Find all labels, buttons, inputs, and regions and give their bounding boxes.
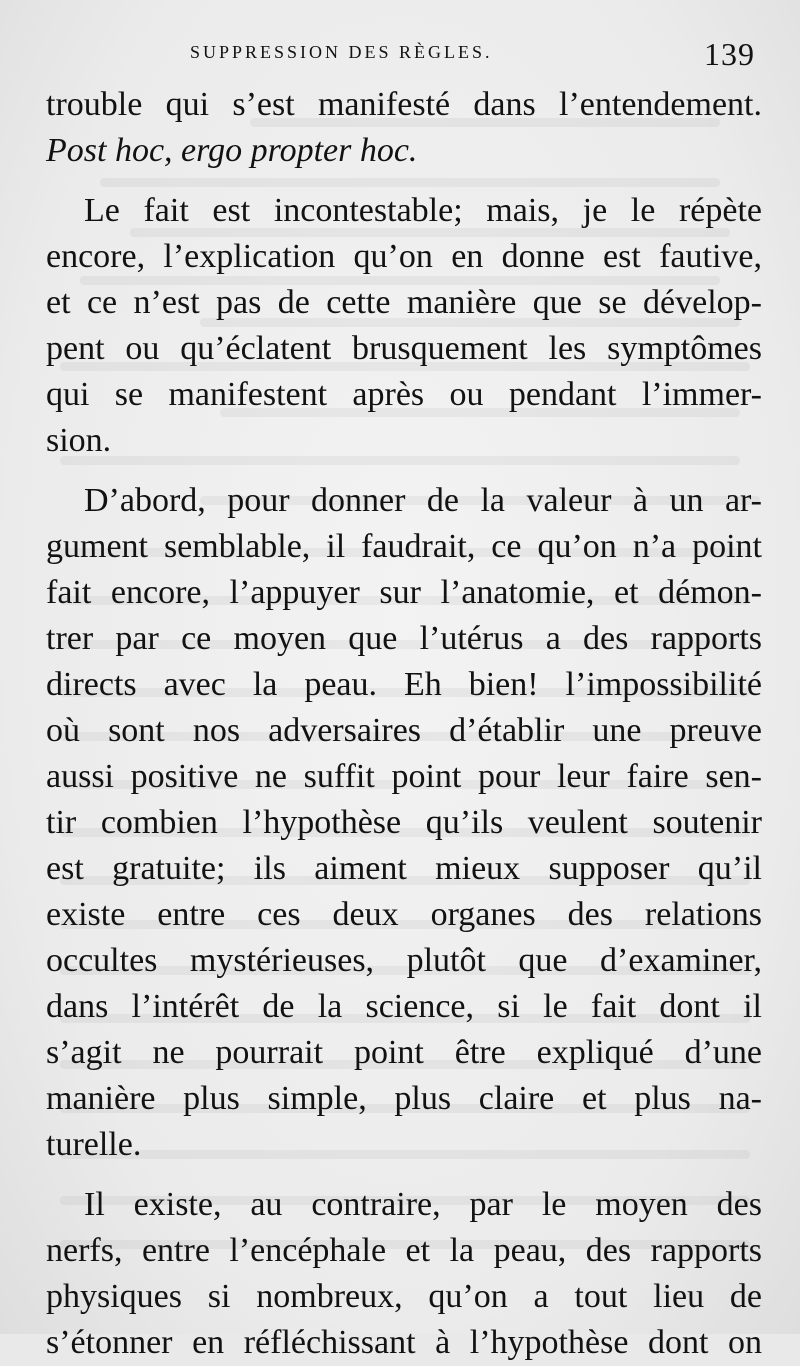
text-line: nerfs, entre l’encéphale et la peau, des rapports	[46, 1232, 762, 1269]
text-line: gument semblable, il faudrait, ce qu’on n’a point	[46, 528, 762, 565]
text-line: manière plus simple, plus claire et plus na-	[46, 1080, 762, 1117]
text-line: trouble qui s’est manifesté dans l’entendement.	[46, 86, 762, 123]
text-line: Post hoc, ergo propter hoc.	[46, 132, 418, 169]
text-line: trer par ce moyen que l’utérus a des rapports	[46, 620, 762, 657]
text-line: tir combien l’hypothèse qu’ils veulent soutenir	[46, 804, 762, 841]
body-text	[46, 82, 762, 1366]
text-line: aussi positive ne suffit point pour leur faire sen-	[46, 758, 762, 795]
text-line: et ce n’est pas de cette manière que se dévelop-	[46, 284, 762, 321]
text-line: directs avec la peau. Eh bien! l’impossibilité	[46, 666, 762, 703]
text-line: turelle.	[46, 1126, 142, 1163]
text-line: encore, l’explication qu’on en donne est fautive,	[46, 238, 762, 275]
text-line: s’étonner en réfléchissant à l’hypothèse dont on	[46, 1324, 762, 1361]
text-line: Le fait est incontestable; mais, je le répète	[84, 192, 762, 229]
page-header	[190, 36, 755, 82]
text-line: physiques si nombreux, qu’on a tout lieu de	[46, 1278, 762, 1315]
text-line: occultes mystérieuses, plutôt que d’examiner,	[46, 942, 762, 979]
text-line: D’abord, pour donner de la valeur à un ar-	[84, 482, 762, 519]
running-head: SUPPRESSION DES RÈGLES.	[190, 42, 493, 62]
text-line: pent ou qu’éclatent brusquement les symptômes	[46, 330, 762, 367]
text-line: où sont nos adversaires d’établir une preuve	[46, 712, 762, 749]
text-line: s’agit ne pourrait point être expliqué d’une	[46, 1034, 762, 1071]
text-line: sion.	[46, 422, 112, 459]
text-line: fait encore, l’appuyer sur l’anatomie, et démon-	[46, 574, 762, 611]
text-line: qui se manifestent après ou pendant l’immer-	[46, 376, 762, 413]
page-number: 139	[704, 36, 755, 72]
text-line: dans l’intérêt de la science, si le fait dont il	[46, 988, 762, 1025]
text-line: Il existe, au contraire, par le moyen des	[84, 1186, 762, 1223]
text-line: existe entre ces deux organes des relations	[46, 896, 762, 933]
text-line: est gratuite; ils aiment mieux supposer qu’il	[46, 850, 762, 887]
